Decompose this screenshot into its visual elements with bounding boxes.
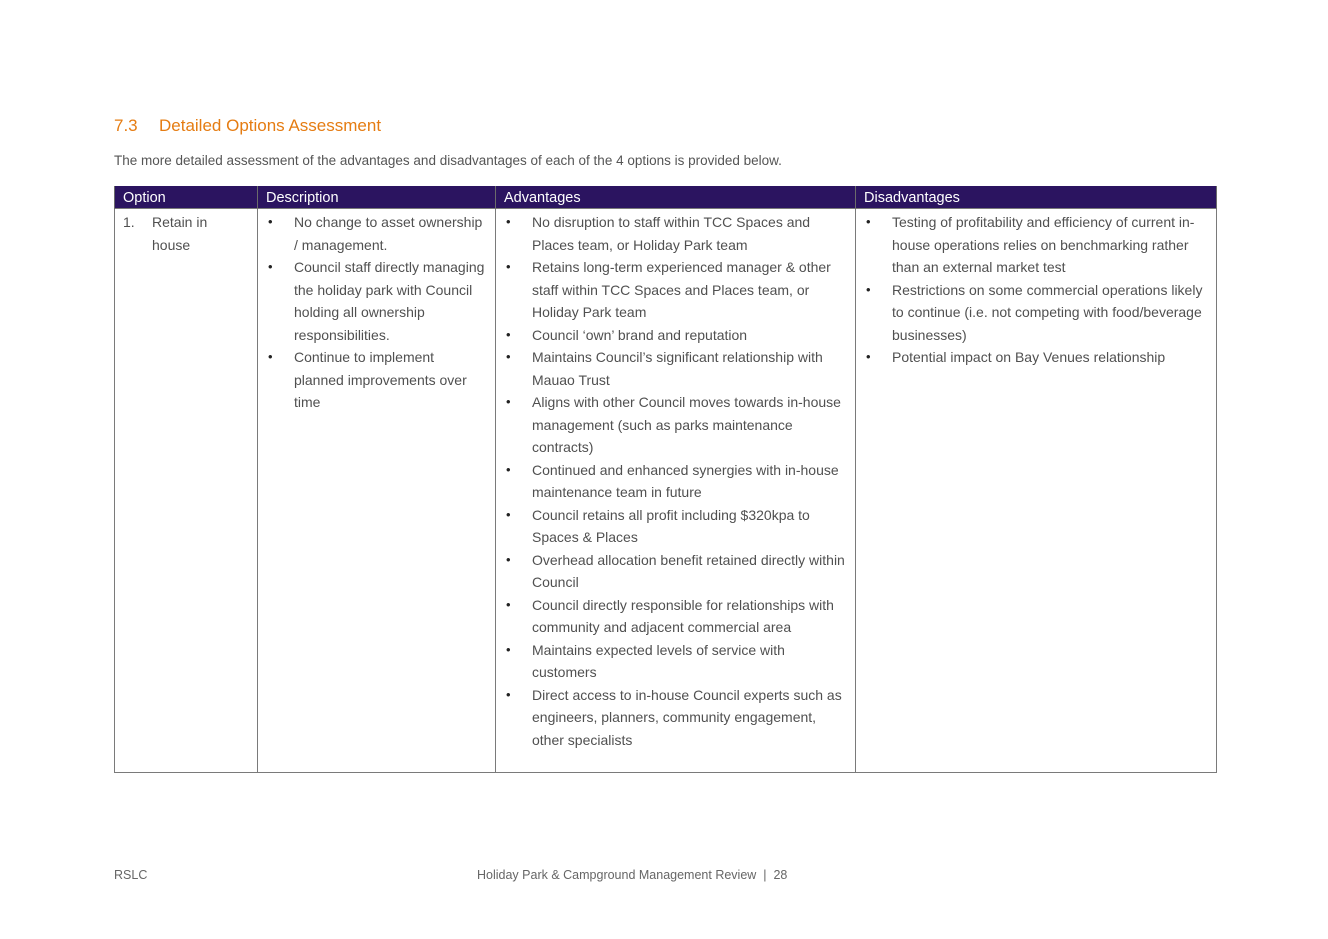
description-cell	[258, 209, 496, 773]
list-item: • Council retains all profit including $320kpa to Spaces & Places	[504, 504, 847, 549]
list-item: • Retains long-term experienced manager & other staff within TCC Spaces and Places team, or Holiday Park team	[504, 256, 847, 324]
footer-organisation: RSLC	[114, 868, 148, 882]
list-item: • Maintains expected levels of service with customers	[504, 639, 847, 684]
header-advantages: Advantages	[496, 186, 856, 209]
list-item: • Direct access to in-house Council experts such as engineers, planners, community engagement, other specialists	[504, 684, 847, 752]
table-row	[115, 209, 1217, 773]
intro-paragraph: The more detailed assessment of the advantages and disadvantages of each of the 4 options is provided below.	[114, 153, 782, 168]
list-item: • Potential impact on Bay Venues relationship	[864, 346, 1208, 369]
list-item: • Continue to implement planned improvements over time	[266, 346, 487, 414]
list-item: • Aligns with other Council moves towards in-house management (such as parks maintenance contracts)	[504, 391, 847, 459]
description-list	[266, 211, 487, 414]
section-heading	[114, 116, 381, 136]
list-item: • No change to asset ownership / management.	[266, 211, 487, 256]
list-item: • Continued and enhanced synergies with in-house maintenance team in future	[504, 459, 847, 504]
option-number: 1.	[123, 214, 135, 230]
advantages-cell	[496, 209, 856, 773]
header-disadvantages: Disadvantages	[856, 186, 1217, 209]
list-item: • Council directly responsible for relationships with community and adjacent commercial area	[504, 594, 847, 639]
section-number: 7.3	[114, 116, 138, 135]
option-cell	[115, 209, 258, 773]
disadvantages-cell	[856, 209, 1217, 773]
header-option: Option	[115, 186, 258, 209]
list-item: • Council staff directly managing the holiday park with Council holding all ownership responsibilities.	[266, 256, 487, 346]
footer-page-info: Holiday Park & Campground Management Review | 28	[477, 868, 788, 882]
section-title: Detailed Options Assessment	[159, 116, 382, 135]
option-label: Retain in house	[152, 214, 208, 253]
list-item: • No disruption to staff within TCC Spaces and Places team, or Holiday Park team	[504, 211, 847, 256]
options-assessment-table	[114, 186, 1217, 773]
header-description: Description	[258, 186, 496, 209]
list-item: • Overhead allocation benefit retained directly within Council	[504, 549, 847, 594]
advantages-list	[504, 211, 847, 751]
list-item: • Maintains Council’s significant relationship with Mauao Trust	[504, 346, 847, 391]
list-item: • Testing of profitability and efficiency of current in-house operations relies on benchmarking rather than an external market test	[864, 211, 1208, 279]
list-item: • Restrictions on some commercial operations likely to continue (i.e. not competing with food/beverage businesses)	[864, 279, 1208, 347]
list-item: • Council ‘own’ brand and reputation	[504, 324, 847, 347]
disadvantages-list	[864, 211, 1208, 369]
table-header-row	[115, 186, 1217, 209]
